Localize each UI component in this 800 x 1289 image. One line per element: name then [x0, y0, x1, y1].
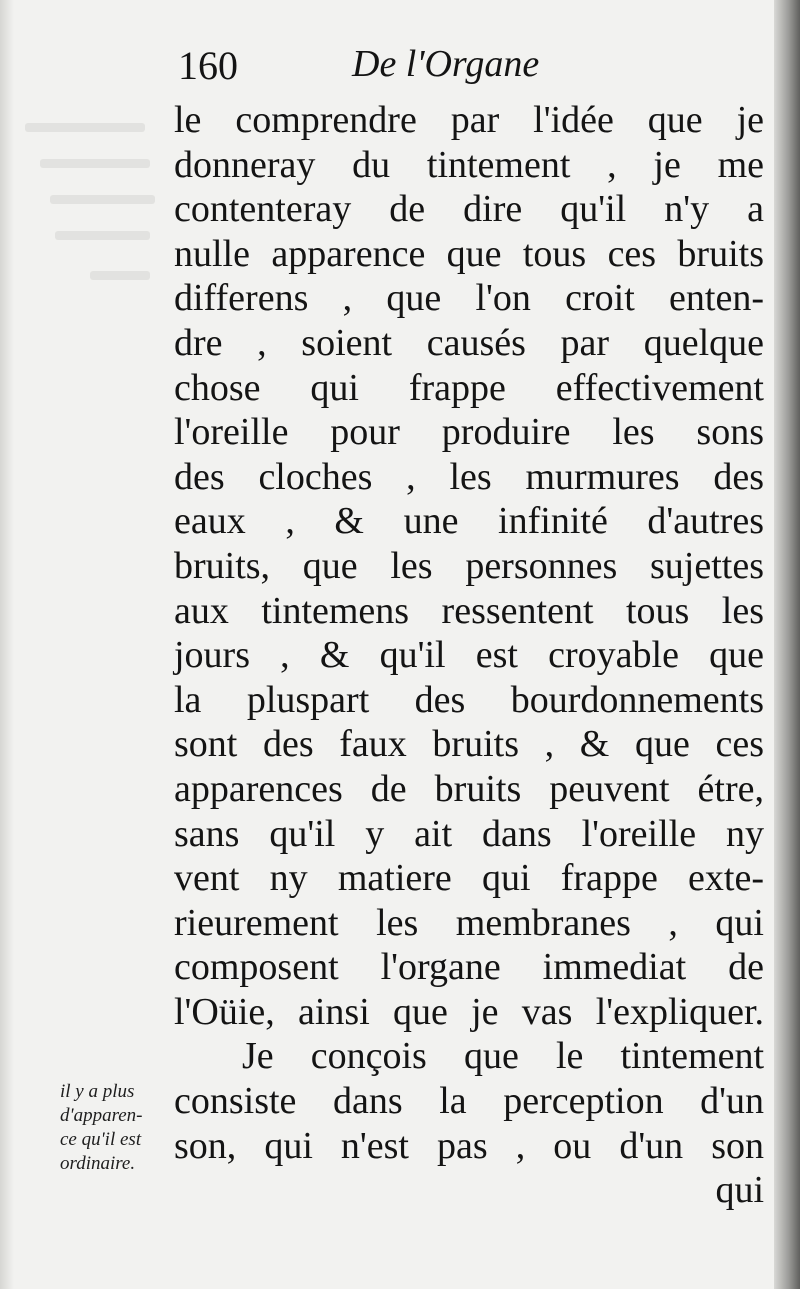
show-through-text — [0, 95, 180, 315]
text-line: consiste dans la perception d'un — [174, 1080, 764, 1123]
text-line: le comprendre par l'idée que je — [174, 99, 764, 141]
text-line: differens , que l'on croit enten- — [174, 277, 764, 320]
paragraph-start-line: Je conçois que le tintement — [242, 1035, 764, 1078]
running-title: De l'Organe — [352, 43, 540, 85]
catchword: qui — [715, 1169, 764, 1212]
page-number: 160 — [178, 43, 238, 88]
text-line: la pluspart des bourdonnements — [174, 678, 764, 721]
running-head — [0, 40, 800, 100]
text-line: aux tintemens ressentent tous les — [174, 589, 764, 632]
text-line: des cloches , les murmures des — [174, 455, 764, 498]
body-text — [174, 98, 764, 1213]
text-line: apparences de bruits peuvent étre, — [174, 767, 764, 810]
text-line: sont des faux bruits , & que ces — [174, 723, 764, 766]
text-line: rieurement les membranes , qui — [174, 901, 764, 944]
text-line: l'oreille pour produire les sons — [174, 411, 764, 454]
text-line: l'Oüie, ainsi que je vas l'expliquer. — [174, 990, 764, 1033]
marginal-note-line: d'apparen- — [60, 1105, 143, 1126]
marginal-note-line: ce qu'il est — [60, 1129, 142, 1150]
text-line: nulle apparence que tous ces bruits — [174, 232, 764, 275]
text-line: chose qui frappe effectivement — [174, 366, 764, 409]
text-line: bruits, que les personnes sujettes — [174, 544, 764, 587]
text-line: dre , soient causés par quelque — [174, 321, 764, 364]
text-line: donneray du tintement , je me — [174, 143, 764, 186]
marginal-note-line: il y a plus — [60, 1081, 135, 1102]
text-line: vent ny matiere qui frappe exte- — [174, 857, 764, 900]
text-line: son, qui n'est pas , ou d'un son — [174, 1124, 764, 1167]
text-line: contenteray de dire qu'il n'y a — [174, 188, 764, 231]
text-line: jours , & qu'il est croyable que — [174, 634, 764, 677]
page-edge — [774, 0, 800, 1289]
marginal-note — [60, 1080, 184, 1176]
text-line: sans qu'il y ait dans l'oreille ny — [174, 812, 764, 855]
text-line: eaux , & une infinité d'autres — [174, 500, 764, 543]
marginal-note-line: ordinaire. — [60, 1153, 136, 1174]
text-line: composent l'organe immediat de — [174, 946, 764, 989]
